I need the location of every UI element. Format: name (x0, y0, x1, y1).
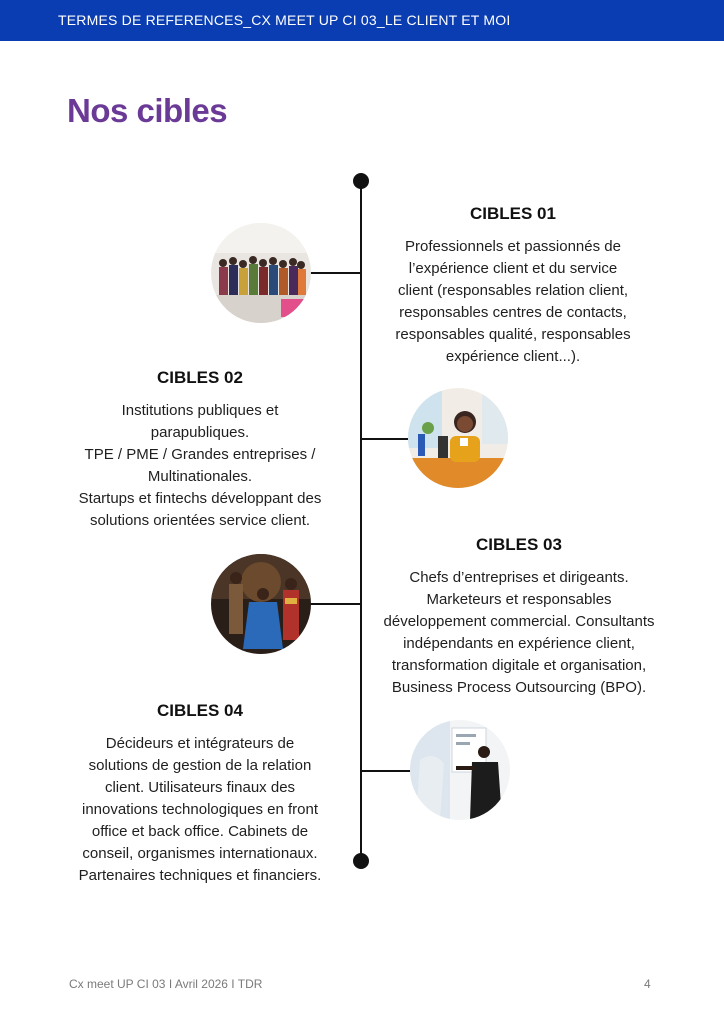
text-line: Partenaires techniques et financiers. (78, 867, 322, 884)
text-line: innovations technologiques en front (81, 801, 318, 818)
text-line: office et back office. Cabinets de (91, 823, 309, 840)
cibles-03-heading: CIBLES 03 (476, 535, 562, 554)
text-line: responsables centres de contacts, (399, 304, 627, 321)
text-line: développement commercial. Consultants (383, 613, 655, 630)
page-title: Nos cibles (67, 92, 228, 129)
woman-at-desk-photo (408, 388, 508, 488)
connector-cibles-04 (361, 770, 411, 772)
cibles-03-text (378, 567, 660, 699)
text-line: l’expérience client et du service (408, 260, 618, 277)
cibles-01-text (382, 236, 644, 368)
text-line: conseil, organismes internationaux. (82, 845, 318, 862)
presentation-photo (410, 720, 510, 820)
text-line: Décideurs et intégrateurs de (105, 735, 295, 752)
text-line: Multinationales. (147, 468, 253, 485)
header-bar (0, 0, 724, 41)
text-line: Professionnels et passionnés de (405, 238, 621, 255)
connector-cibles-02 (361, 438, 409, 440)
connector-cibles-03 (310, 603, 361, 605)
cibles-04-text (60, 733, 340, 887)
text-line: transformation digitale et organisation, (391, 657, 647, 674)
text-line: solutions de gestion de la relation (88, 757, 312, 774)
footer-text: Cx meet UP CI 03 I Avril 2026 I TDR (69, 977, 263, 991)
text-line: client (responsables relation client, (397, 282, 629, 299)
text-line: Institutions publiques et (121, 402, 279, 419)
connector-cibles-01 (310, 272, 361, 274)
cibles-04-heading: CIBLES 04 (157, 701, 243, 720)
text-line: solutions orientées service client. (89, 512, 311, 529)
text-line: TPE / PME / Grandes entreprises / (84, 446, 316, 463)
text-line: Business Process Outsourcing (BPO). (391, 679, 647, 696)
timeline-line (360, 180, 362, 862)
text-line: Startups et fintechs développant des (78, 490, 322, 507)
text-line: Chefs d’entreprises et dirigeants. (409, 569, 629, 586)
text-line: Marketeurs et responsables (426, 591, 612, 608)
timeline-start-dot (353, 173, 369, 189)
text-line: expérience client...). (445, 348, 581, 365)
group-photo (211, 223, 311, 323)
cibles-02-block (60, 368, 340, 532)
traditional-dress-photo (211, 554, 311, 654)
cibles-03-block (378, 535, 660, 699)
cibles-02-heading: CIBLES 02 (157, 368, 243, 387)
cibles-01-heading: CIBLES 01 (470, 204, 556, 223)
text-line: responsables qualité, responsables (395, 326, 631, 343)
cibles-01-block (382, 204, 644, 368)
header-title: TERMES DE REFERENCES_CX MEET UP CI 03_LE CLIENT ET MOI (58, 12, 511, 28)
text-line: indépendants en expérience client, (403, 635, 635, 652)
timeline-end-dot (353, 853, 369, 869)
text-line: parapubliques. (150, 424, 250, 441)
page-number: 4 (644, 977, 651, 991)
cibles-04-block (60, 701, 340, 887)
cibles-02-text (60, 400, 340, 532)
text-line: client. Utilisateurs finaux des (104, 779, 296, 796)
